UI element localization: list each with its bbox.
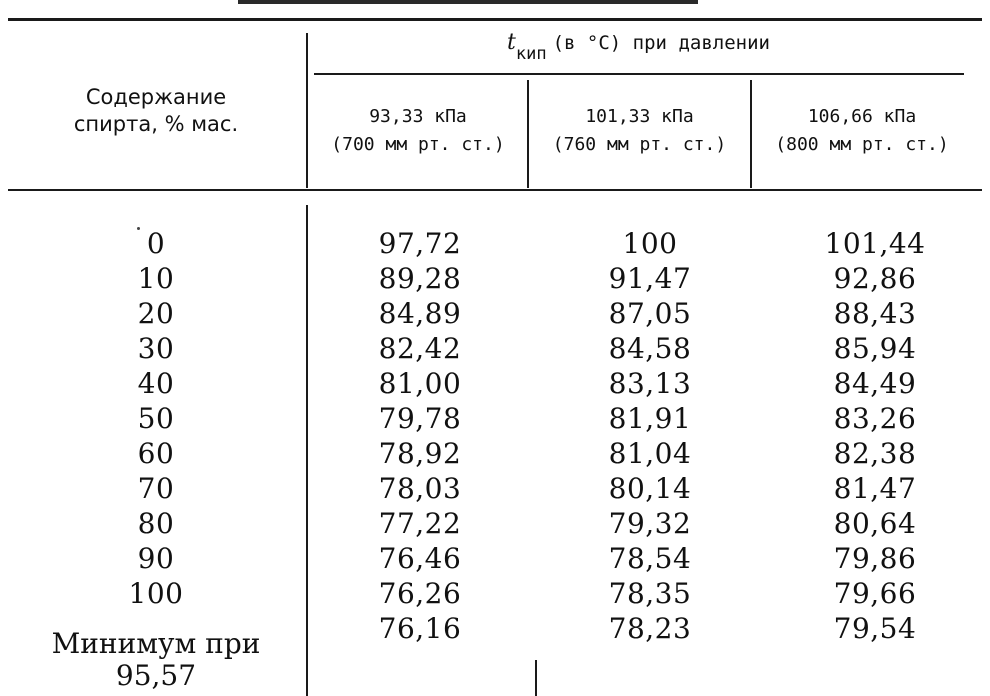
table-cell: 84,58 bbox=[608, 332, 692, 365]
header-t-subscript: кип bbox=[515, 44, 547, 64]
table-cell: 92,86 bbox=[833, 262, 917, 295]
minimum-label bbox=[28, 628, 284, 692]
minimum-label-line-2: 95,57 bbox=[115, 659, 197, 692]
table-cell: 20 bbox=[137, 297, 175, 330]
column-content bbox=[28, 226, 284, 611]
table-cell: 79,66 bbox=[833, 577, 917, 610]
table-cell: 79,86 bbox=[833, 542, 917, 575]
table-cell: 80,64 bbox=[833, 507, 917, 540]
table-cell: 78,03 bbox=[378, 472, 462, 505]
column-800 bbox=[780, 226, 970, 646]
table-cell: 100 bbox=[128, 577, 184, 610]
column-700 bbox=[330, 226, 510, 646]
column-divider-1-body bbox=[306, 205, 308, 696]
table-cell: 81,04 bbox=[608, 437, 692, 470]
header-boiling-temperature bbox=[316, 30, 961, 64]
table-cell: 60 bbox=[137, 437, 175, 470]
header-bottom-rule bbox=[8, 189, 982, 191]
table-cell: 84,89 bbox=[378, 297, 462, 330]
table-cell: 83,26 bbox=[833, 402, 917, 435]
pressure-800-kpa: 106,66 кПа bbox=[807, 106, 917, 127]
header-pressure-760 bbox=[528, 103, 751, 159]
table-cell: 90 bbox=[137, 542, 175, 575]
table-cell: 30 bbox=[137, 332, 175, 365]
minimum-label-line-1: Минимум при bbox=[51, 627, 261, 660]
table-cell: 84,49 bbox=[833, 367, 917, 400]
table-cell: 81,91 bbox=[608, 402, 692, 435]
table-cell: 83,13 bbox=[608, 367, 692, 400]
pressure-800-mmhg: (800 мм рт. ст.) bbox=[775, 134, 949, 155]
column-760 bbox=[555, 226, 745, 646]
table-cell: 77,22 bbox=[378, 507, 462, 540]
table-cell: 91,47 bbox=[608, 262, 692, 295]
header-t-symbol: t bbox=[507, 30, 516, 55]
table-cell: 80 bbox=[137, 507, 175, 540]
table-cell: 10 bbox=[137, 262, 175, 295]
table-cell: 85,94 bbox=[833, 332, 917, 365]
table-cell: 0 bbox=[146, 227, 166, 260]
header-alcohol-content bbox=[28, 84, 284, 138]
table-cell: 79,32 bbox=[608, 507, 692, 540]
header-alcohol-line-2: спирта, % мас. bbox=[73, 112, 239, 136]
table-cell: 78,35 bbox=[608, 577, 692, 610]
table-cell: 82,38 bbox=[833, 437, 917, 470]
table-cell: 76,46 bbox=[378, 542, 462, 575]
table-cell: 82,42 bbox=[378, 332, 462, 365]
header-pressure-700 bbox=[307, 103, 529, 159]
table-cell: 97,72 bbox=[378, 227, 462, 260]
header-alcohol-line-1: Содержание bbox=[85, 85, 227, 109]
table-cell: 76,26 bbox=[378, 577, 462, 610]
table-cell: 79,78 bbox=[378, 402, 462, 435]
table-cell: 87,05 bbox=[608, 297, 692, 330]
table-cell: 101,44 bbox=[824, 227, 926, 260]
table-cell: 80,14 bbox=[608, 472, 692, 505]
header-sub-rule bbox=[314, 73, 964, 75]
header-main-text: (в °С) при давлении bbox=[552, 32, 770, 54]
column-divider-2-body bbox=[535, 660, 537, 696]
table-cell: 89,28 bbox=[378, 262, 462, 295]
table-cell: 78,92 bbox=[378, 437, 462, 470]
table-cell: 76,16 bbox=[378, 612, 462, 645]
cropped-title-remnant bbox=[238, 0, 698, 4]
table-cell: 78,54 bbox=[608, 542, 692, 575]
table-cell: 70 bbox=[137, 472, 175, 505]
table-top-rule bbox=[8, 18, 982, 21]
table-cell: 81,00 bbox=[378, 367, 462, 400]
table-cell: 79,54 bbox=[833, 612, 917, 645]
table-cell: 78,23 bbox=[608, 612, 692, 645]
header-pressure-800 bbox=[751, 103, 973, 159]
pressure-760-kpa: 101,33 кПа bbox=[585, 106, 694, 127]
table-cell: 88,43 bbox=[833, 297, 917, 330]
table-cell: 50 bbox=[137, 402, 175, 435]
table-cell: 81,47 bbox=[833, 472, 917, 505]
pressure-700-kpa: 93,33 кПа bbox=[369, 106, 467, 127]
table-cell: 40 bbox=[137, 367, 175, 400]
pressure-760-mmhg: (760 мм рт. ст.) bbox=[552, 134, 727, 155]
pressure-700-mmhg: (700 мм рт. ст.) bbox=[331, 134, 505, 155]
table-cell: 100 bbox=[622, 227, 678, 260]
